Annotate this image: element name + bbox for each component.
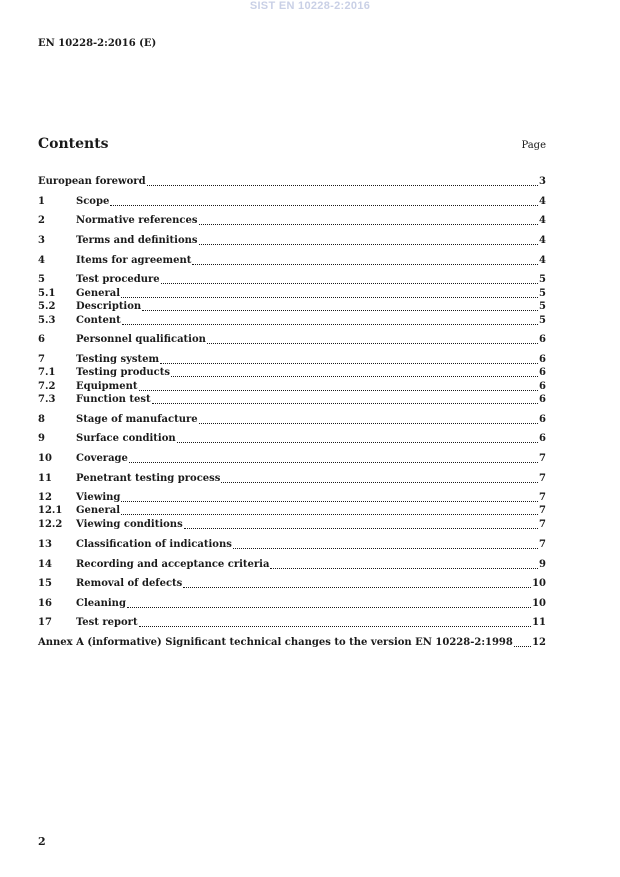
- toc-entry-number: 5.3: [38, 315, 56, 326]
- toc-entry[interactable]: [38, 559, 546, 571]
- toc-entry-title: Function test: [76, 394, 151, 405]
- toc-leader: [139, 381, 539, 391]
- toc-entry-page: 12: [532, 637, 546, 648]
- toc-entry-number: 7.2: [38, 381, 56, 392]
- toc-entry-title: Coverage: [76, 453, 128, 464]
- toc-entry-page: 10: [532, 598, 546, 609]
- toc-entry[interactable]: [38, 414, 546, 426]
- toc-entry-page: 7: [539, 492, 546, 503]
- toc-entry-page: 6: [539, 367, 546, 378]
- toc-leader: [207, 334, 538, 344]
- toc-leader: [110, 196, 538, 206]
- toc-entry-page: 6: [539, 414, 546, 425]
- toc-entry[interactable]: [38, 394, 546, 406]
- toc-entry[interactable]: [38, 519, 546, 531]
- toc-entry-number: 7: [38, 354, 45, 365]
- toc-leader: [199, 235, 539, 245]
- toc-entry-number: 8: [38, 414, 45, 425]
- toc-entry-page: 7: [539, 473, 546, 484]
- toc-entry[interactable]: [38, 473, 546, 485]
- toc-leader: [142, 301, 538, 311]
- toc-entry[interactable]: [38, 215, 546, 227]
- toc-entry-number: 5: [38, 274, 45, 285]
- toc-entry-page: 6: [539, 334, 546, 345]
- toc-entry-number: 7.3: [38, 394, 56, 405]
- toc-entry[interactable]: [38, 315, 546, 327]
- toc-leader: [199, 414, 538, 424]
- toc-leader: [183, 578, 531, 588]
- toc-entry-title: Items for agreement: [76, 255, 192, 266]
- toc-entry-title: Cleaning: [76, 598, 126, 609]
- toc-leader: [199, 215, 539, 225]
- toc-entry-number: 15: [38, 578, 52, 589]
- toc-entry-title: Terms and definitions: [76, 235, 198, 246]
- toc-entry-number: 16: [38, 598, 52, 609]
- page-column-label: Page: [521, 140, 546, 151]
- toc-entry[interactable]: [38, 598, 546, 610]
- toc-entry-page: 6: [539, 433, 546, 444]
- toc-entry[interactable]: [38, 617, 546, 629]
- toc-entry-title: Classification of indications: [76, 539, 232, 550]
- toc-leader: [121, 492, 538, 502]
- toc-leader: [147, 176, 538, 186]
- toc-entry-number: 2: [38, 215, 45, 226]
- toc-entry-number: 14: [38, 559, 52, 570]
- toc-entry[interactable]: [38, 255, 546, 267]
- toc-entry-title: Normative references: [76, 215, 198, 226]
- toc-entry[interactable]: [38, 578, 546, 590]
- toc-entry-number: 12: [38, 492, 52, 503]
- toc-entry-annex-a[interactable]: [38, 637, 546, 649]
- toc-leader: [122, 315, 538, 325]
- toc-entry-number: 12.1: [38, 505, 63, 516]
- toc-entry-page: 5: [539, 315, 546, 326]
- toc-entry-page: 9: [539, 559, 546, 570]
- toc-entry-title: General: [76, 288, 121, 299]
- toc-entry-title: Description: [76, 301, 142, 312]
- toc-entry-title: Removal of defects: [76, 578, 183, 589]
- toc-entry-page: 7: [539, 539, 546, 550]
- toc-entry-page: 7: [539, 505, 546, 516]
- toc-entry-title: Test procedure: [76, 274, 160, 285]
- toc-entry[interactable]: [38, 288, 546, 300]
- toc-entry-page: 7: [539, 453, 546, 464]
- toc-entry-title: European foreword: [38, 176, 146, 187]
- toc-leader: [129, 453, 538, 463]
- toc-entry[interactable]: [38, 453, 546, 465]
- toc-leader: [192, 255, 538, 265]
- toc-leader: [221, 473, 538, 483]
- toc-entry[interactable]: [38, 274, 546, 286]
- toc-entry-page: 5: [539, 274, 546, 285]
- toc-entry-title: Test report: [76, 617, 138, 628]
- toc-leader: [121, 288, 538, 298]
- toc-entry[interactable]: [38, 301, 546, 313]
- toc-entry-number: 5.2: [38, 301, 56, 312]
- toc-entry-title: Viewing: [76, 492, 121, 503]
- toc-entry[interactable]: [38, 433, 546, 445]
- toc-entry-number: 6: [38, 334, 45, 345]
- toc-entry-title: Penetrant testing process: [76, 473, 221, 484]
- toc-entry-title: Annex A (informative) Significant technical changes to the version EN 10228-2:1998: [38, 637, 513, 648]
- toc-leader: [177, 433, 538, 443]
- toc-entry-number: 5.1: [38, 288, 56, 299]
- toc-entry[interactable]: [38, 235, 546, 247]
- toc-leader: [161, 274, 538, 284]
- toc-entry-title: Surface condition: [76, 433, 176, 444]
- toc-entry-page: 4: [539, 196, 546, 207]
- toc-entry[interactable]: [38, 334, 546, 346]
- toc-leader: [270, 559, 538, 569]
- toc-entry-title: Personnel qualification: [76, 334, 206, 345]
- toc-entry-title: Content: [76, 315, 121, 326]
- toc-leader: [171, 367, 538, 377]
- toc-entry-number: 17: [38, 617, 52, 628]
- toc-entry-number: 9: [38, 433, 45, 444]
- toc-entry-number: 12.2: [38, 519, 63, 530]
- toc-entry[interactable]: [38, 354, 546, 366]
- toc-entry-page: 11: [532, 617, 546, 628]
- toc-leader: [514, 637, 531, 647]
- toc-leader: [121, 505, 538, 515]
- toc-entry[interactable]: [38, 381, 546, 393]
- toc-entry-number: 11: [38, 473, 52, 484]
- watermark: SIST EN 10228-2:2016: [249, 0, 371, 12]
- toc-entry-number: 7.1: [38, 367, 56, 378]
- toc-entry-number: 10: [38, 453, 52, 464]
- toc-entry-page: 5: [539, 301, 546, 312]
- toc-entry-page: 6: [539, 354, 546, 365]
- toc-entry-page: 7: [539, 519, 546, 530]
- toc-leader: [127, 598, 531, 608]
- toc-entry-title: Stage of manufacture: [76, 414, 198, 425]
- toc-entry[interactable]: [38, 196, 546, 208]
- toc-entry-title: Testing system: [76, 354, 160, 365]
- toc-entry-number: 13: [38, 539, 52, 550]
- toc-entry-title: Testing products: [76, 367, 170, 378]
- toc-entry-number: 3: [38, 235, 45, 246]
- toc-entry-title: Scope: [76, 196, 110, 207]
- toc-entry[interactable]: [38, 367, 546, 379]
- toc-entry-title: Viewing conditions: [76, 519, 183, 530]
- toc-leader: [152, 394, 538, 404]
- toc-entry-number: 4: [38, 255, 45, 266]
- toc-entry-page: 5: [539, 288, 546, 299]
- toc-entry-page: 3: [539, 176, 546, 187]
- page-number: 2: [38, 835, 46, 848]
- toc-leader: [160, 354, 538, 364]
- toc-entry-title: Equipment: [76, 381, 138, 392]
- toc-entry-foreword[interactable]: [38, 176, 546, 188]
- document-id: EN 10228-2:2016 (E): [38, 38, 157, 49]
- toc-entry-page: 6: [539, 381, 546, 392]
- toc-leader: [184, 519, 538, 529]
- toc-entry-title: Recording and acceptance criteria: [76, 559, 270, 570]
- toc-entry-page: 4: [539, 235, 546, 246]
- toc-entry[interactable]: [38, 492, 546, 504]
- toc-entry[interactable]: [38, 539, 546, 551]
- toc-leader: [233, 539, 538, 549]
- toc-entry-page: 4: [539, 215, 546, 226]
- toc-entry-page: 10: [532, 578, 546, 589]
- contents-heading: Contents: [38, 136, 109, 152]
- toc-entry-number: 1: [38, 196, 45, 207]
- toc-leader: [139, 617, 532, 627]
- toc-entry-page: 4: [539, 255, 546, 266]
- toc-entry[interactable]: [38, 505, 546, 517]
- toc-entry-title: General: [76, 505, 121, 516]
- toc-entry-page: 6: [539, 394, 546, 405]
